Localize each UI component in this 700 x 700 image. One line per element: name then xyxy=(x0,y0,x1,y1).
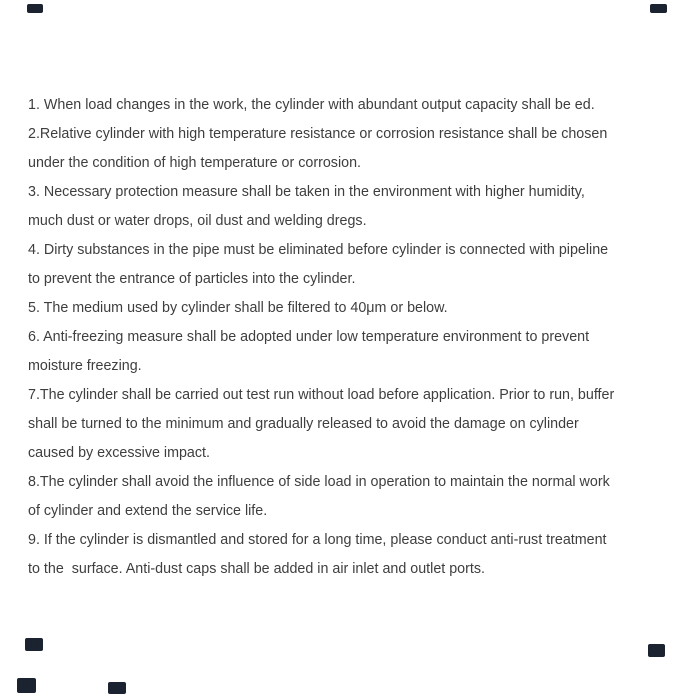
edge-artifact-mark xyxy=(17,678,36,693)
text-line: 1. When load changes in the work, the cylinder with abundant output capacity shall be ed. xyxy=(28,97,595,113)
edge-artifact-mark xyxy=(108,682,126,694)
text-line: 4. Dirty substances in the pipe must be eliminated before cylinder is connected with pipeline xyxy=(28,242,609,258)
text-line: 6. Anti-freezing measure shall be adopted under low temperature environment to prevent xyxy=(28,329,590,345)
text-line: 3. Necessary protection measure shall be taken in the environment with higher humidity, xyxy=(28,184,585,200)
instruction-item-7 xyxy=(28,381,676,468)
instruction-item-9 xyxy=(28,526,676,584)
text-line: much dust or water drops, oil dust and welding dregs. xyxy=(28,213,367,229)
instruction-item-4 xyxy=(28,236,676,294)
instructions-text-block xyxy=(28,91,676,584)
instruction-item-6 xyxy=(28,323,676,381)
instruction-item-2 xyxy=(28,120,676,178)
text-line: of cylinder and extend the service life. xyxy=(28,503,268,519)
text-line: 7.The cylinder shall be carried out test run without load before application. Prior to run, buffer xyxy=(28,387,615,403)
text-line: to prevent the entrance of particles into the cylinder. xyxy=(28,271,356,287)
text-line: 2.Relative cylinder with high temperature resistance or corrosion resistance shall be chosen xyxy=(28,126,608,142)
edge-artifact-mark xyxy=(648,644,665,657)
instruction-item-1 xyxy=(28,91,676,120)
instruction-item-8 xyxy=(28,468,676,526)
instruction-item-5 xyxy=(28,294,676,323)
text-line: 5. The medium used by cylinder shall be filtered to 40μm or below. xyxy=(28,300,448,316)
edge-artifact-mark xyxy=(25,638,43,651)
text-line: under the condition of high temperature or corrosion. xyxy=(28,155,361,171)
instruction-item-3 xyxy=(28,178,676,236)
edge-artifact-mark xyxy=(27,4,43,13)
text-line: to the surface. Anti-dust caps shall be added in air inlet and outlet ports. xyxy=(28,561,485,577)
text-line: caused by excessive impact. xyxy=(28,445,210,461)
text-line: 8.The cylinder shall avoid the influence of side load in operation to maintain the normal work xyxy=(28,474,610,490)
edge-artifact-mark xyxy=(650,4,667,13)
text-line: shall be turned to the minimum and gradually released to avoid the damage on cylinder xyxy=(28,416,579,432)
text-line: moisture freezing. xyxy=(28,358,142,374)
text-line: 9. If the cylinder is dismantled and stored for a long time, please conduct anti-rust treatment xyxy=(28,532,607,548)
